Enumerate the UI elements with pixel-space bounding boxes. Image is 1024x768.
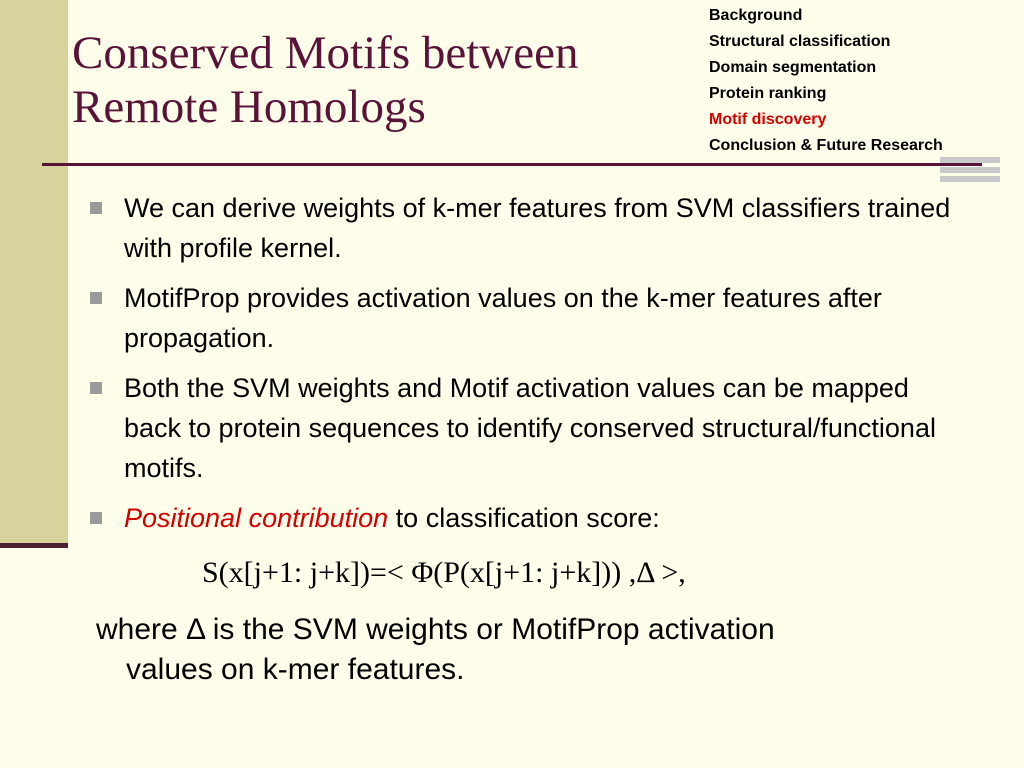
bullet-square-icon xyxy=(90,382,102,394)
title-line-1: Conserved Motifs between xyxy=(72,27,579,79)
formula: S(x[j+1: j+k])=< Φ(P(x[j+1: j+k])) ,Δ >, xyxy=(202,556,686,589)
section-nav xyxy=(709,3,943,159)
bullet-square-icon xyxy=(90,202,102,214)
left-band-rule xyxy=(0,543,68,548)
slide-title xyxy=(72,26,692,134)
bullet-text: MotifProp provides activation values on the k-mer features after propagation. xyxy=(124,283,882,353)
nav-item-motif-discovery[interactable]: Motif discovery xyxy=(709,111,827,128)
bullet-item xyxy=(86,188,966,268)
bullet-text: to classification score: xyxy=(388,503,660,533)
nav-item-background[interactable]: Background xyxy=(709,7,803,24)
nav-item-conclusion[interactable]: Conclusion & Future Research xyxy=(709,137,943,154)
left-decor-band xyxy=(0,0,68,545)
where-text xyxy=(96,610,976,690)
decor-bar xyxy=(940,176,1000,182)
bullet-square-icon xyxy=(90,292,102,304)
where-line-1: where Δ is the SVM weights or MotifProp activation xyxy=(96,613,775,646)
bullet-square-icon xyxy=(90,512,102,524)
bullet-item xyxy=(86,368,966,488)
slide-body xyxy=(86,188,966,548)
bullet-highlight: Positional contribution xyxy=(124,503,389,533)
nav-item-protein-ranking[interactable]: Protein ranking xyxy=(709,85,827,102)
title-divider xyxy=(42,163,982,166)
title-line-2: Remote Homologs xyxy=(72,81,426,133)
bullet-item xyxy=(86,498,966,538)
decor-bar xyxy=(940,167,1000,173)
bullet-text: We can derive weights of k-mer features from SVM classifiers trained with profile kernel. xyxy=(124,193,951,263)
nav-item-structural-classification[interactable]: Structural classification xyxy=(709,33,891,50)
where-line-2: values on k-mer features. xyxy=(126,653,465,686)
decor-bar xyxy=(940,157,1000,163)
nav-item-domain-segmentation[interactable]: Domain segmentation xyxy=(709,59,877,76)
bullet-item xyxy=(86,278,966,358)
bullet-text: Both the SVM weights and Motif activation values can be mapped back to protein sequences to identify conserved structural/functional motifs. xyxy=(124,373,936,483)
